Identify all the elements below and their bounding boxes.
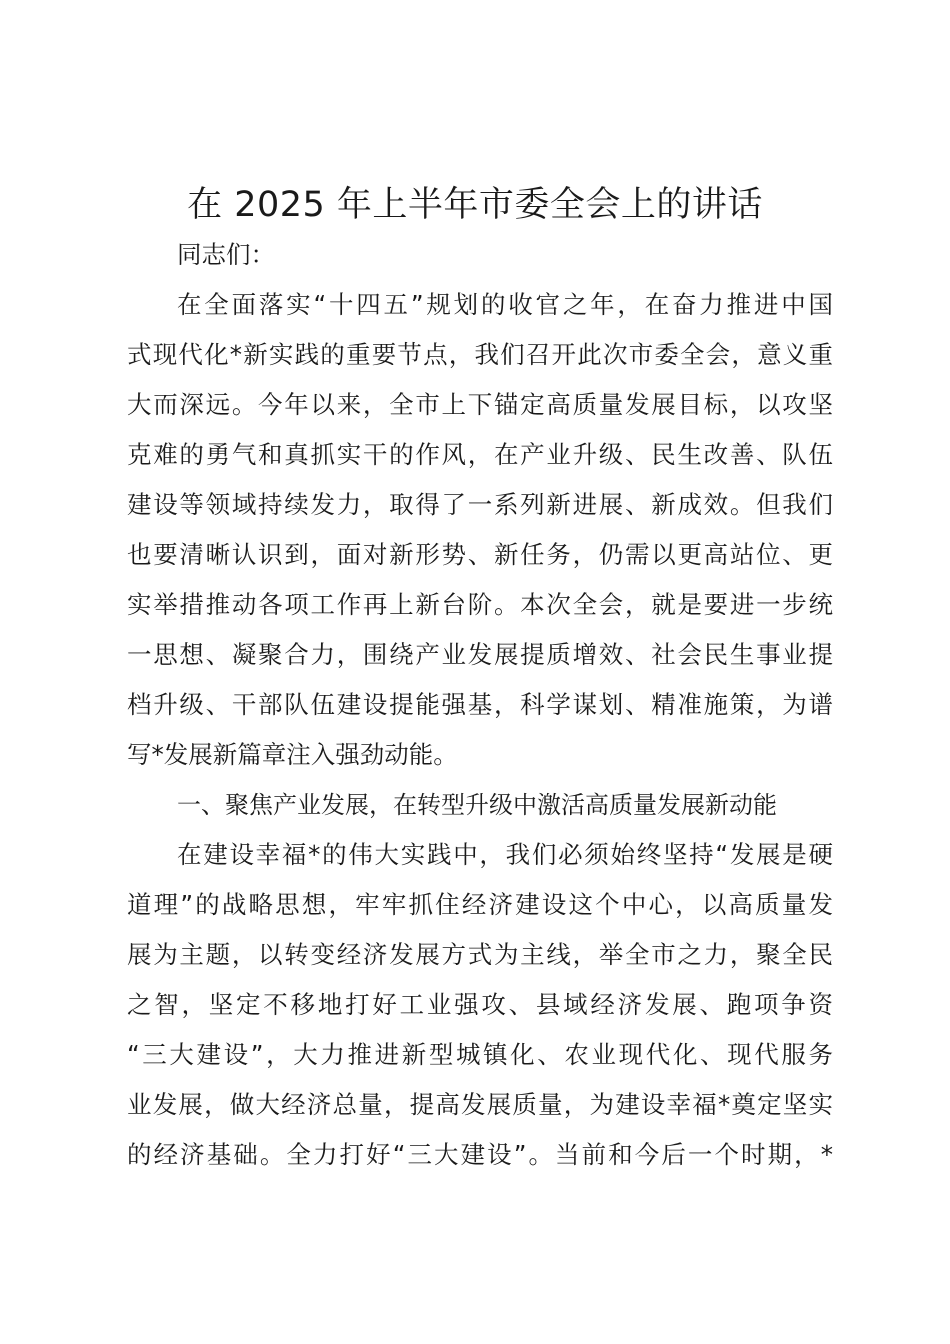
paragraph-line: 式现代化*新实践的重要节点，我们召开此次市委全会，意义重 — [127, 340, 833, 369]
section-heading: 一、聚焦产业发展，在转型升级中激活高质量发展新动能 — [177, 791, 777, 819]
paragraph-line: 实举措推动各项工作再上新台阶。本次全会，就是要进一步统 — [127, 590, 833, 619]
paragraph-line: 一思想、凝聚合力，围绕产业发展提质增效、社会民生事业提 — [127, 640, 833, 669]
paragraph-line: 的经济基础。全力打好“三大建设”。当前和今后一个时期，* — [127, 1140, 833, 1169]
paragraph-line: 大而深远。今年以来，全市上下锚定高质量发展目标，以攻坚 — [127, 390, 833, 419]
paragraph-line: 建设等领域持续发力，取得了一系列新进展、新成效。但我们 — [127, 490, 833, 519]
paragraph-line: 克难的勇气和真抓实干的作风，在产业升级、民生改善、队伍 — [127, 440, 833, 469]
document-title: 在 2025 年上半年市委全会上的讲话 — [187, 185, 763, 225]
paragraph-line: 在建设幸福*的伟大实践中，我们必须始终坚持“发展是硬 — [177, 840, 833, 869]
salutation: 同志们： — [177, 240, 275, 269]
document-body — [127, 230, 833, 1180]
paragraph-line: 业发展，做大经济总量，提高发展质量，为建设幸福*奠定坚实 — [127, 1090, 833, 1119]
paragraph-line: 档升级、干部队伍建设提能强基，科学谋划、精准施策，为谱 — [127, 690, 833, 719]
paragraph-line: 道理”的战略思想，牢牢抓住经济建设这个中心，以高质量发 — [127, 890, 833, 919]
paragraph-line: 写*发展新篇章注入强劲动能。 — [127, 740, 458, 769]
paragraph-line: 在全面落实“十四五”规划的收官之年，在奋力推进中国 — [177, 290, 833, 319]
paragraph-line: 展为主题，以转变经济发展方式为主线，举全市之力，聚全民 — [127, 940, 833, 969]
paragraph-line: “三大建设”，大力推进新型城镇化、农业现代化、现代服务 — [127, 1040, 833, 1069]
paragraph-line: 之智，坚定不移地打好工业强攻、县域经济发展、跑项争资 — [127, 990, 833, 1019]
paragraph-line: 也要清晰认识到，面对新形势、新任务，仍需以更高站位、更 — [127, 540, 833, 569]
